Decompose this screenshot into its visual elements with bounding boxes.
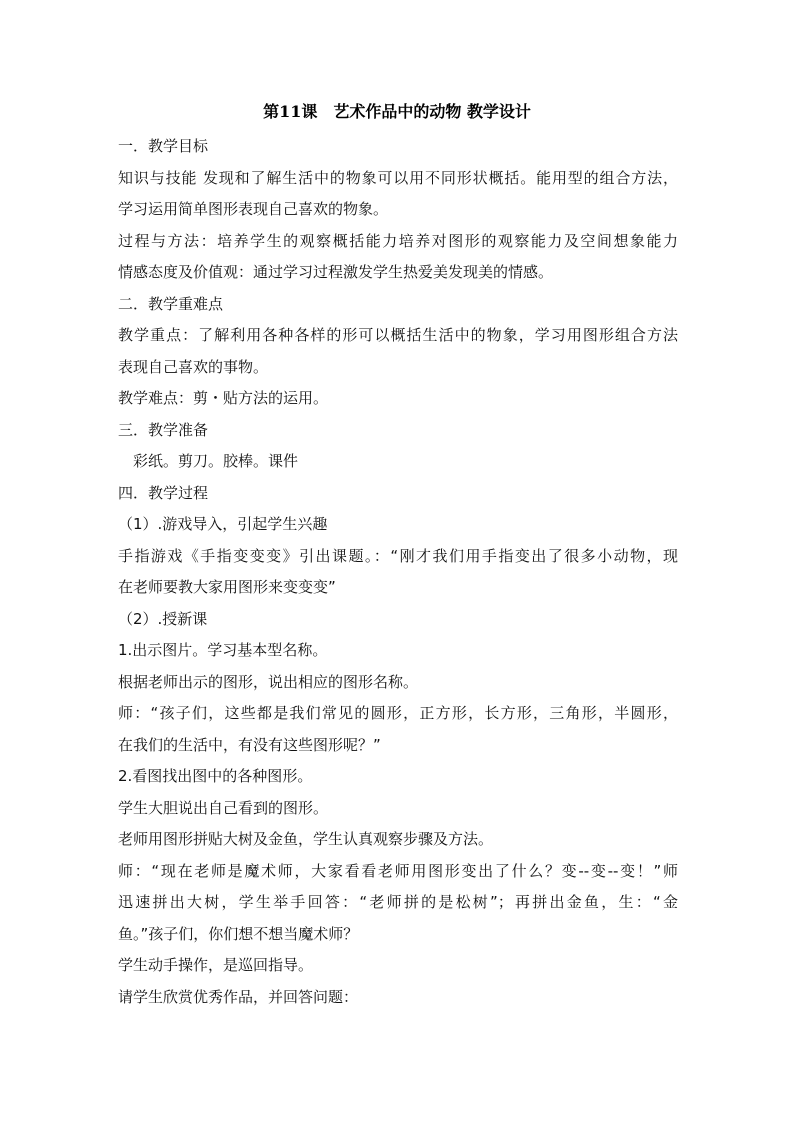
subsection-heading: （1）.游戏导入，引起学生兴趣 [118,515,328,533]
section-heading-objectives: 一．教学目标 [118,137,209,155]
paragraph-line: 鱼。”孩子们，你们想不想当魔术师？ [118,924,359,943]
paragraph-line: 学生动手操作，是巡回指导。 [118,956,314,974]
paragraph-line: 过程与方法：培养学生的观察概括能力培养对图形的观察能力及空间想象能力 [118,231,678,250]
section-heading-process: 四．教学过程 [118,483,209,502]
section-heading-preparation: 三．教学准备 [118,420,209,439]
paragraph-line: 情感态度及价值观：通过学习过程激发学生热爱美发现美的情感。 [118,263,554,281]
paragraph-line: 手指游戏《手指变变变》引出课题。：“刚才我们用手指变出了很多小动物，现 [118,546,678,565]
section-heading-key-points: 二．教学重难点 [118,294,224,313]
document-title: 第11课 艺术作品中的动物 教学设计 [263,102,531,121]
paragraph-line: 师：“现在老师是魔术师，大家看看老师用图形变出了什么？变--变--变！”师 [118,861,678,880]
document-body [118,131,678,1013]
paragraph-line: 教学难点：剪・贴方法的运用。 [118,389,329,407]
paragraph-line: 老师用图形拼贴大树及金鱼，学生认真观察步骤及方法。 [118,830,494,848]
paragraph-line: 请学生欣赏优秀作品，并回答问题： [118,987,359,1006]
paragraph-line: 学习运用简单图形表现自己喜欢的物象。 [118,200,389,218]
paragraph-line: 1.出示图片。学习基本型名称。 [118,641,328,659]
paragraph-line: 彩纸。剪刀。胶棒。课件 [133,452,299,470]
paragraph-line: 2.看图找出图中的各种图形。 [118,767,313,785]
paragraph-line: 在我们的生活中，有没有这些图形呢？” [118,735,381,754]
paragraph-line: 教学重点：了解利用各种各样的形可以概括生活中的物象，学习用图形组合方法 [118,326,678,344]
paragraph-line: 根据老师出示的图形，说出相应的图形名称。 [118,672,419,691]
paragraph-line: 师：“孩子们，这些都是我们常见的圆形，正方形，长方形，三角形，半圆形， [118,704,678,722]
paragraph-line: 知识与技能 发现和了解生活中的物象可以用不同形状概括。能用型的组合方法， [118,168,678,187]
subsection-heading: （2）.授新课 [118,609,208,628]
paragraph-line: 表现自己喜欢的事物。 [118,357,269,376]
paragraph-line: 学生大胆说出自己看到的图形。 [118,798,329,817]
paragraph-line: 迅速拼出大树，学生举手回答：“老师拼的是松树”；再拼出金鱼，生：“金 [118,893,678,911]
paragraph-line: 在老师要教大家用图形来变变变” [118,578,336,596]
